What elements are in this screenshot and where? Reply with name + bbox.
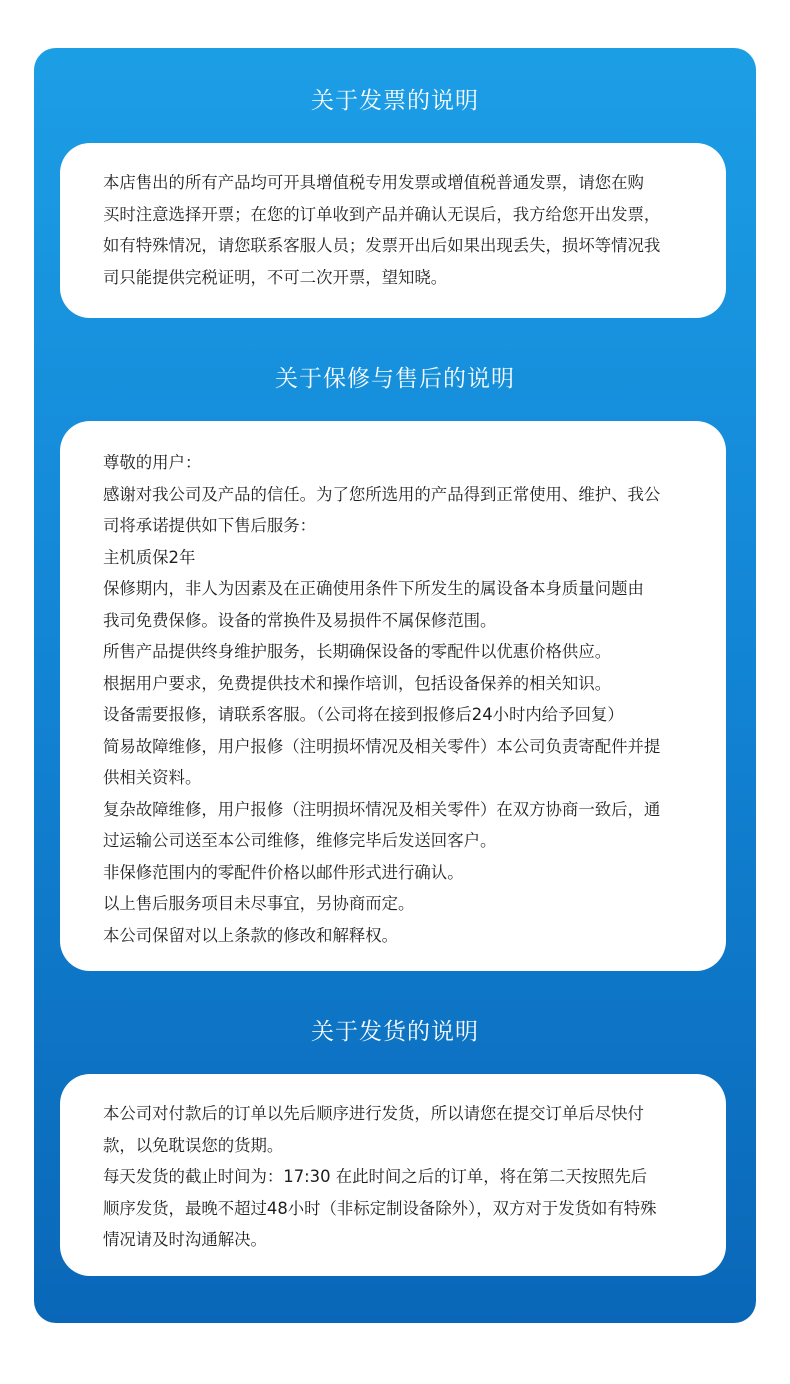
section-title-shipping: 关于发货的说明 [311,1019,479,1045]
text-line: 设备需要报修，请联系客服。（公司将在接到报修后24小时内给予回复） [103,705,624,724]
card-shipping [60,1074,726,1276]
card-warranty [60,421,726,971]
text-line: 尊敬的用户： [103,453,202,472]
text-line: 顺序发货，最晚不超过48小时（非标定制设备除外），双方对于发货如有特殊 [103,1198,657,1218]
text-line: 保修期内，非人为因素及在正确使用条件下所发生的属设备本身质量问题由 [103,579,644,598]
card-invoice [60,143,726,318]
text-line: 我司免费保修。设备的常换件及易损件不属保修范围。 [103,610,497,630]
section-title-invoice: 关于发票的说明 [311,88,479,114]
text-line: 本店售出的所有产品均可开具增值税专用发票或增值税普通发票，请您在购 [103,173,644,192]
text-line: 感谢对我公司及产品的信任。为了您所选用的产品得到正常使用、维护、我公 [103,484,661,504]
text-line: 根据用户要求，免费提供技术和操作培训，包括设备保养的相关知识。 [103,673,612,693]
text-line: 以上售后服务项目未尽事宜，另协商而定。 [103,894,415,913]
text-line: 如有特殊情况，请您联系客服人员；发票开出后如果出现丢失，损坏等情况我 [103,236,661,255]
text-line: 本公司对付款后的订单以先后顺序进行发货，所以请您在提交订单后尽快付 [103,1104,644,1123]
text-line: 款，以免耽误您的货期。 [103,1135,284,1155]
text-line: 本公司保留对以上条款的修改和解释权。 [103,925,399,945]
text-line: 每天发货的截止时间为：17:30 在此时间之后的订单，将在第二天按照先后 [103,1167,648,1186]
text-line: 简易故障维修，用户报修（注明损坏情况及相关零件）本公司负责寄配件并提 [103,736,661,756]
text-line: 过运输公司送至本公司维修，维修完毕后发送回客户。 [103,831,497,850]
text-line: 复杂故障维修，用户报修（注明损坏情况及相关零件）在双方协商一致后，通 [103,799,661,819]
text-line: 司只能提供完税证明，不可二次开票，望知晓。 [103,267,448,287]
text-line: 所售产品提供终身维护服务，长期确保设备的零配件以优惠价格供应。 [103,642,612,661]
text-line: 非保修范围内的零配件价格以邮件形式进行确认。 [103,862,464,882]
text-line: 主机质保2年 [103,547,196,567]
text-line: 情况请及时沟通解决。 [103,1230,267,1249]
text-line: 司将承诺提供如下售后服务： [103,516,317,535]
text-line: 供相关资料。 [103,768,202,787]
section-title-warranty: 关于保修与售后的说明 [275,366,515,392]
text-line: 买时注意选择开票；在您的订单收到产品并确认无误后，我方给您开出发票， [103,204,661,224]
